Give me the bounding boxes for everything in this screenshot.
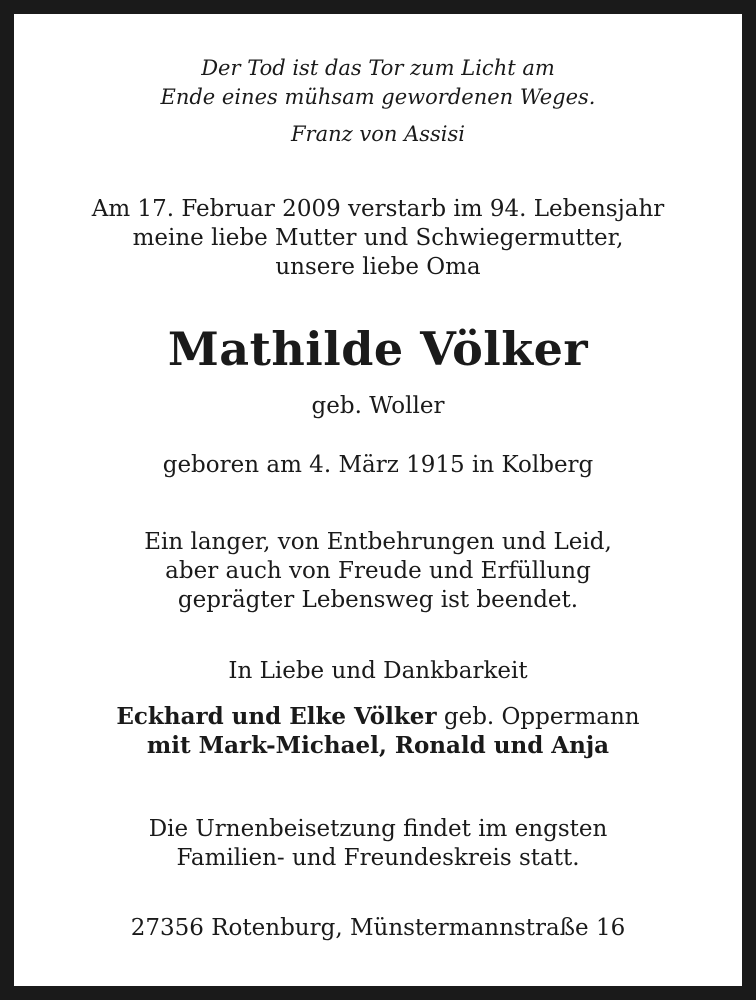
- life-text-line-1: Ein langer, von Entbehrungen und Leid,: [144, 529, 612, 555]
- birth-info: geboren am 4. März 1915 in Kolberg: [162, 452, 594, 478]
- quote-author: Franz von Assisi: [290, 122, 466, 146]
- mourners-names-line-2: mit Mark-Michael, Ronald und Anja: [146, 732, 610, 759]
- maiden-name: geb. Woller: [311, 393, 445, 419]
- announcement-line-2: meine liebe Mutter und Schwiegermutter,: [132, 225, 624, 251]
- mourners-names-1: Eckhard und Elke Völker: [116, 703, 437, 730]
- mourners-names-line-1: [14, 702, 742, 732]
- mourners-names-1-suffix: geb. Oppermann: [443, 704, 640, 730]
- burial-line-1: Die Urnenbeisetzung findet im engsten: [148, 816, 608, 842]
- address: 27356 Rotenburg, Münstermannstraße 16: [130, 915, 626, 941]
- announcement-line-1: Am 17. Februar 2009 verstarb im 94. Lebensjahr: [91, 196, 665, 222]
- life-text-line-3: geprägter Lebensweg ist beendet.: [177, 587, 579, 613]
- quote-line-1: Der Tod ist das Tor zum Licht am: [201, 56, 555, 80]
- quote-line-2: Ende eines mühsam gewordenen Weges.: [160, 85, 596, 109]
- mourners-intro: In Liebe und Dankbarkeit: [228, 658, 528, 684]
- life-text-line-2: aber auch von Freude und Erfüllung: [165, 558, 591, 584]
- burial-line-2: Familien- und Freundeskreis statt.: [176, 845, 580, 871]
- announcement-line-3: unsere liebe Oma: [275, 254, 481, 280]
- deceased-name: Mathilde Völker: [167, 322, 589, 376]
